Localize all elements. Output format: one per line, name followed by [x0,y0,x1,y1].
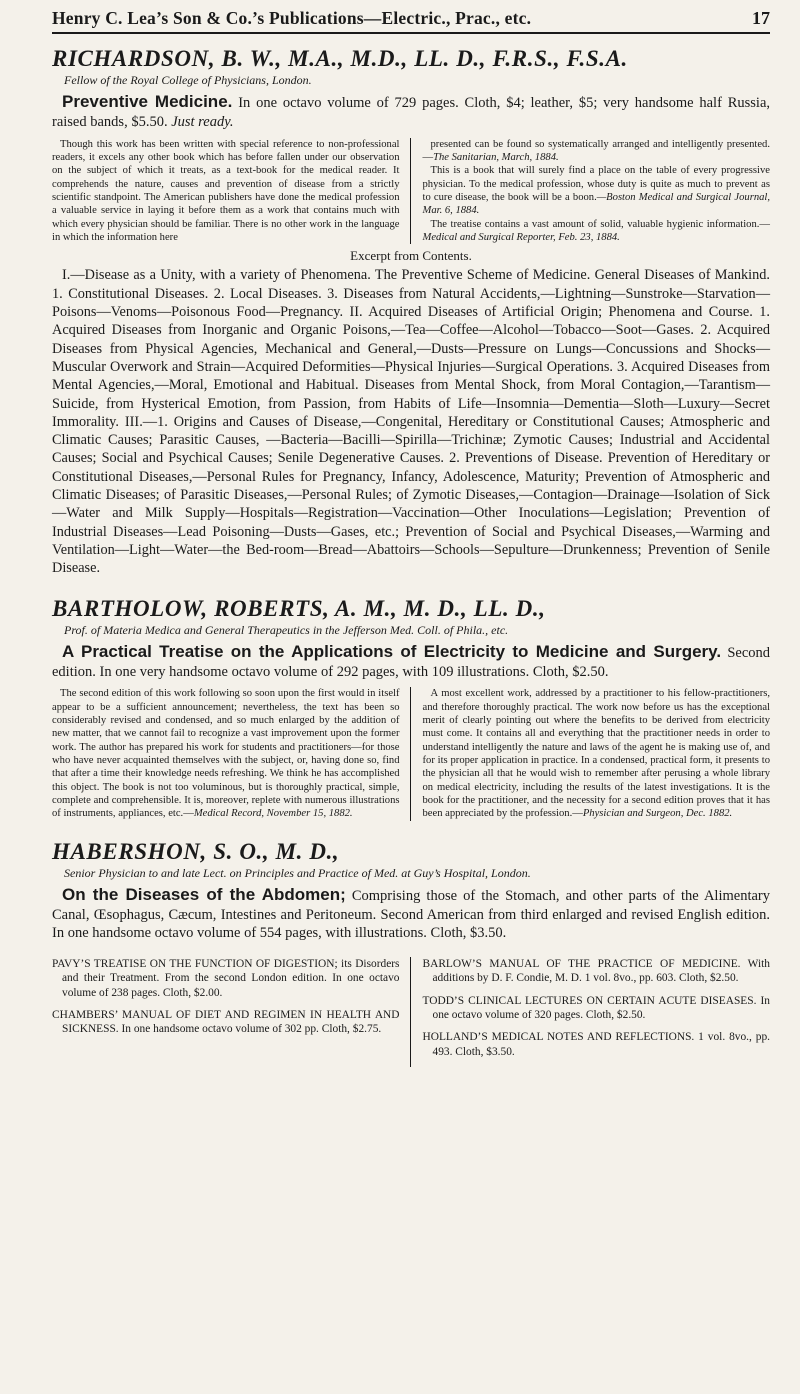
book-title: Preventive Medicine. [62,92,233,112]
review-text: The second edition of this work following so soon upon the first would in itself appear to be a sufficient announcement; nevertheless, the text has been so considerably revised and condensed, and so much enlarged by the addition of new matter, that we cannot fail to recognize a vast improvement upon the former work. The author has prepared his work for students and practitioners—for those who have never acquainted themselves with the subject, or, having done so, find that after a time their knowledge needs refreshing. We think he has accomplished this object. The book is not too voluminous, but is thoroughly practical, simple, complete and comprehensible. It is, moreover, replete with numerous illustrations of instruments, appliances, etc.—Medical Record, November 15, 1882. [52,688,400,820]
review-column-right [423,138,771,245]
book-description: Second edition. In one very handsome octavo volume of 292 pages, with 109 illustrations. Cloth, $2.50. [52,644,771,680]
book-title: On the Diseases of the Abdomen; [62,885,346,905]
review-text: Though this work has been written with special reference to non-professional readers, it excels any other book which has before fallen under our observation on the subject of which it treats, as a text-book for the medical reader. It comprehends the nature, causes and prevention of disease from a strictly scientific standpoint. The American publishers have done the medical profession a valuable service in laying it before them as a work that contains much with which every physician should be familiar. There is no other work in the language in which the information here [52,138,400,244]
reviews [52,138,770,245]
author-heading: HABERSHON, S. O., M. D., [52,838,340,864]
reviews [52,687,770,820]
notice-item: CHAMBERS’ MANUAL OF DIET AND REGIMEN IN HEALTH AND SICKNESS. In one handsome octavo volume of 302 pp. Cloth, $2.75. [52,1009,400,1036]
entry-bartholow [52,596,770,821]
author-affiliation: Fellow of the Royal College of Physicians, London. [64,73,312,88]
notice-item: PAVY’S TREATISE ON THE FUNCTION OF DIGESTION; its Disorders and their Treatment. From the second London edition. In one octavo volume of 238 pages. Cloth, $2.00. [52,957,400,999]
book-listing [52,884,770,943]
review-column-left [52,138,411,245]
entry-habershon [52,839,770,943]
review-text: presented can be found so systematically arranged and intelligently presented.—The Sanitarian, March, 1884. [422,138,770,164]
notice-item: BARLOW’S MANUAL OF THE PRACTICE OF MEDICINE. With additions by D. F. Condie, M. D. 1 vol. 8vo., pp. 603. Cloth, $2.50. [422,957,770,985]
entry-richardson [52,46,770,578]
book-status: Just ready. [171,114,234,131]
book-description: In one octavo volume of 729 pages. Cloth, $4; leather, $5; very handsome half Russia, raised bands, $5.50. [52,95,771,131]
author-heading: RICHARDSON, B. W., M.A., M.D., LL. D., F.R.S., F.S.A. [52,46,628,71]
review-text: This is a book that will surely find a place on the table of every progressive physician. To the medical profession, whose duty is quite as much to prevent as to cure disease, the book will be a boon.—Boston Medical and Surgical Journal, Mar. 6, 1884. [422,165,770,217]
short-notices-left [52,957,411,1067]
short-notices [52,957,770,1067]
page-header [52,8,770,34]
running-title: Henry C. Lea’s Son & Co.’s Publications—Electric., Prac., etc. [52,8,532,28]
author-affiliation: Senior Physician to and late Lect. on Principles and Practice of Med. at Guy’s Hospital, London. [64,866,531,881]
review-text: A most excellent work, addressed by a practitioner to his fellow-practitioners, and therefore thoroughly practical. The work now before us has the exceptional merit of clearly pointing out where the benefits to be derived from electricity must come. It contains all and everything that the practitioner needs in order to understand intelligently the nature and laws of the agent he is making use of, and for its proper application in practice. In a condensed, practical form, it presents to the physician all that he would wish to remember after perusing a whole library on medical electricity, including the results of the latest investigations. It is the book for the practitioner, and the necessity for a second edition proves that it has been appreciated by the profession.—Physician and Surgeon, Dec. 1882. [422,688,770,820]
catalog-page [52,8,770,1067]
notice-item: TODD’S CLINICAL LECTURES ON CERTAIN ACUTE DISEASES. In one octavo volume of 320 pages. Cloth, $2.50. [422,994,770,1022]
review-column-right [423,687,771,820]
book-listing [52,91,770,131]
excerpt-heading: Excerpt from Contents. [350,248,472,264]
short-notices-right [423,957,771,1067]
book-title: A Practical Treatise on the Applications of Electricity to Medicine and Surgery. [62,641,722,661]
notice-item: HOLLAND’S MEDICAL NOTES AND REFLECTIONS. 1 vol. 8vo., pp. 493. Cloth, $3.50. [422,1031,770,1058]
book-description: Comprising those of the Stomach, and other parts of the Alimentary Canal, Œsophagus, Cæcum, Intestines and Peritoneum. Second American from third enlarged and revised English edition. In one handsome octavo volume of 554 pages, with illustrations. Cloth, $3.50. [52,888,770,942]
page-number: 17 [752,8,770,28]
review-column-left [52,687,411,820]
author-heading: BARTHOLOW, ROBERTS, A. M., M. D., LL. D., [52,595,546,621]
author-affiliation: Prof. of Materia Medica and General Therapeutics in the Jefferson Med. Coll. of Phila., etc. [64,622,509,637]
contents-excerpt: I.—Disease as a Unity, with a variety of Phenomena. The Preventive Scheme of Medicine. General Diseases of Mankind. 1. Constitutional Diseases. 2. Local Diseases. 3. Diseases from Natural Accidents,—Lightning—Sunstroke—Starvation—Poisons—Venoms—Poisonous Food—Pregnancy. II. Acquired Diseases of Artificial Origin; Phenomena and Course. 1. Acquired Diseases from Inorganic and Organic Poisons,—Tea—Coffee—Alcohol—Tobacco—Soot—Gases. 2. Acquired Diseases from Physical Agencies, Mechanical and General,—Dusts—Pressure on Lungs—Concussions and Shocks—Muscular Overwork and Strain—Acquired Deformities—Physical Injuries—Surgical Operations. 3. Acquired Diseases from Mental Agencies,—Moral, Emotional and Habitual. Diseases from Mental Shock, from Moral Contagion,—Tarantism—Suicide, from Hysterical Emotion, from Passion, from Habits of Life—Insomnia—Dementia—Sloth—Luxury—Secret Immorality. III.—1. Origins and Causes of Disease,—Congenital, Hereditary or Constitutional Causes; Atmospheric and Climatic Causes; Parasitic Causes, —Bacteria—Bacilli—Spirilla—Trichinæ; Zymotic Causes; Industrial and Accidental Causes; Social and Psychical Causes; Senile Degenerative Causes. 2. Preventions of Disease. Prevention of Hereditary or Constitutional Diseases,—Personal Rules for Pregnancy, Infancy, Adolescence, Maturity; Prevention of Atmospheric and Climatic Diseases; of Parasitic Diseases,—Personal Rules; of Zymotic Diseases,—Contagion—Drainage—Isolation of Sick—Water and Milk Supply—Hospitals—Registration—Vaccination—Other Inoculations—Legislation; Prevention of Industrial Diseases—Lead Poisoning—Dusts—Gases, etc.; Prevention of Social and Psychical Diseases,—Warming and Ventilation—Light—Water—the Bed-room—Bread—Abattoirs—Schools—Sepulture—Drunkenness; Prevention of Senile Disease. [52,267,770,577]
book-listing [52,641,770,681]
review-text: The treatise contains a vast amount of solid, valuable hygienic information.—Medical and Surgical Reporter, Feb. 23, 1884. [422,218,770,244]
